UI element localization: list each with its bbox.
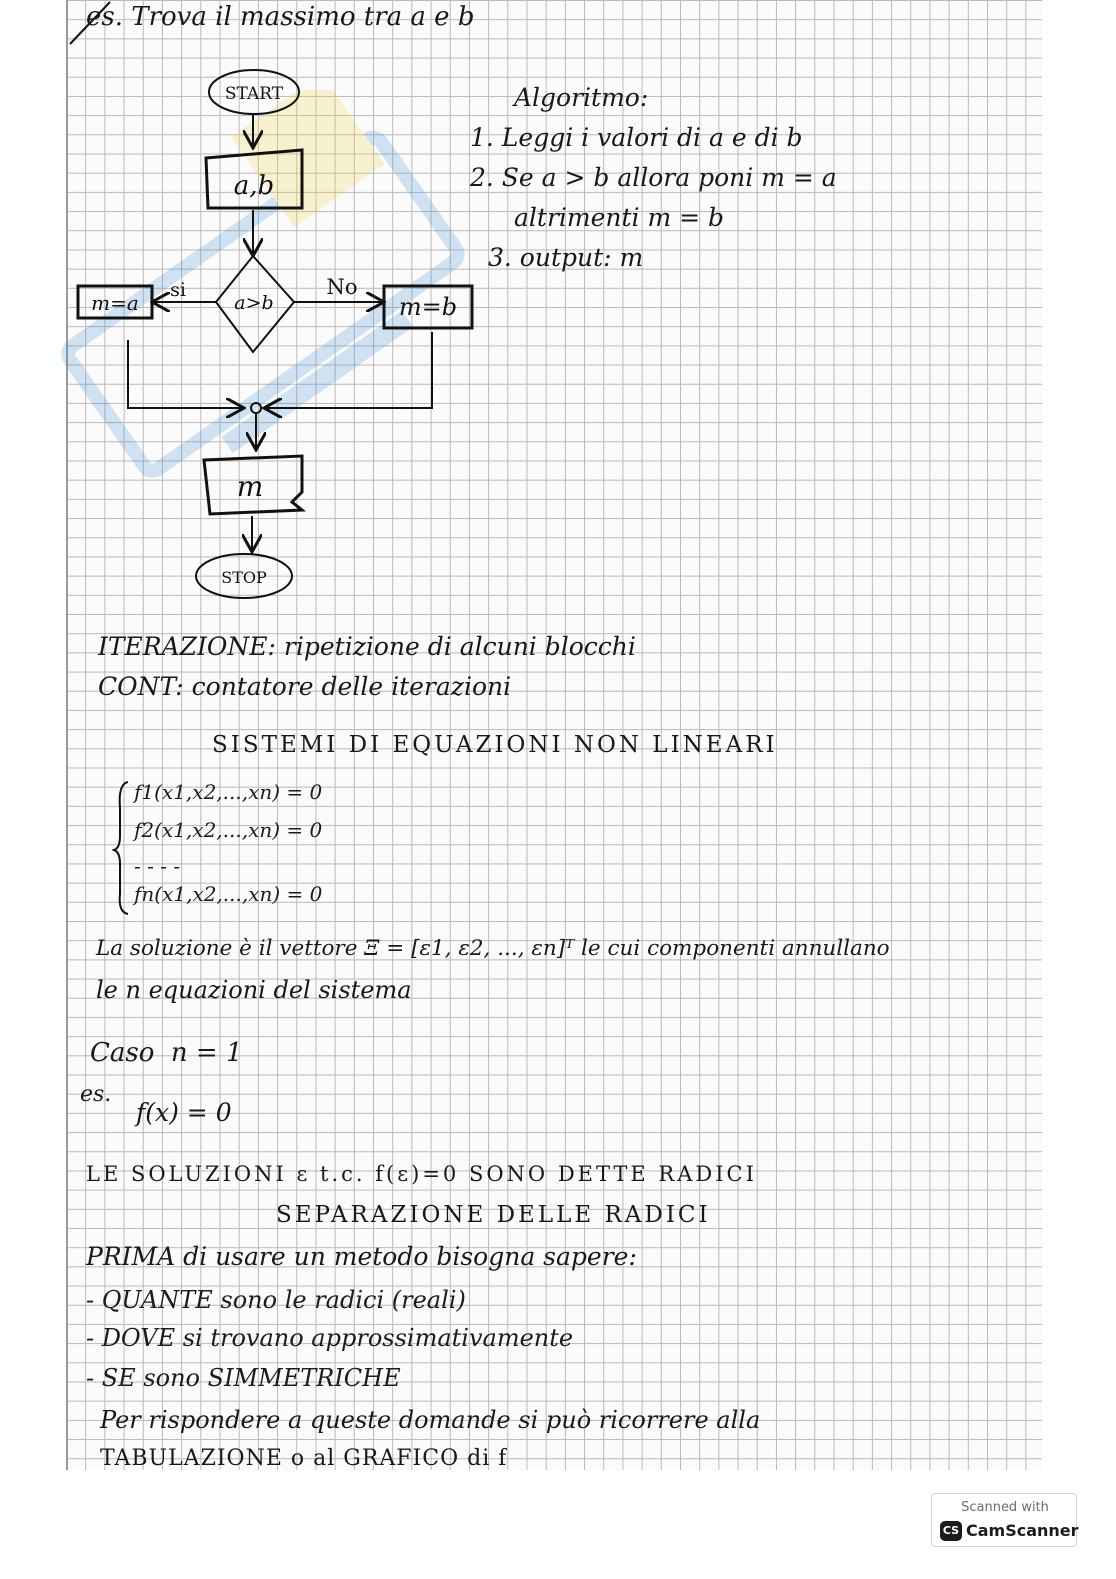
- system-brace: [112, 778, 132, 918]
- flowchart-output-node: [204, 456, 302, 514]
- case-label: Caso n = 1: [90, 1038, 243, 1068]
- flowchart-diagram: [70, 50, 490, 610]
- page-header: es. Trova il massimo tra a e b: [86, 2, 475, 32]
- section-title-separazione: SEPARAZIONE DELLE RADICI: [276, 1202, 711, 1228]
- list-item: - SE sono SIMMETRICHE: [86, 1364, 401, 1392]
- roots-definition: LE SOLUZIONI ε t.c. f(ε)=0 SONO DETTE RADICI: [86, 1162, 757, 1186]
- camscanner-logo-icon: CS: [940, 1521, 962, 1541]
- system-equation: - - - -: [134, 854, 181, 878]
- list-item: - QUANTE sono le radici (reali): [86, 1286, 466, 1314]
- flowchart-decision-node: [216, 256, 294, 352]
- flowchart-yes-label: si: [170, 279, 186, 301]
- flowchart-start-node: [209, 70, 299, 114]
- algorithm-block: [470, 78, 837, 278]
- final-line: TABULAZIONE o al GRAFICO di f: [100, 1446, 508, 1470]
- definition-cont: CONT: contatore delle iterazioni: [98, 672, 512, 701]
- algorithm-title: Algoritmo:: [514, 83, 649, 112]
- example-equation: f(x) = 0: [136, 1098, 232, 1127]
- badge-caption: Scanned with: [961, 1500, 1049, 1515]
- flowchart-stop-node: [196, 554, 292, 598]
- flowchart-no-action-label: m=b: [398, 293, 458, 321]
- equation-system: [112, 778, 412, 918]
- flowchart-merge-line-right: [266, 332, 432, 408]
- flowchart-start-label: START: [224, 84, 284, 104]
- system-equation: f1(x1,x2,...,xn) = 0: [134, 780, 323, 804]
- system-equation: f2(x1,x2,...,xn) = 0: [134, 818, 323, 842]
- flowchart-output-label: m: [236, 470, 264, 503]
- flowchart-no-label: No: [326, 275, 358, 299]
- algorithm-step: 2. Se a > b allora poni m = a: [470, 163, 837, 192]
- flowchart-input-label: a,b: [233, 171, 275, 201]
- prima-line: PRIMA di usare un metodo bisogna sapere:: [86, 1242, 637, 1271]
- flowchart-yes-action-label: m=a: [91, 291, 139, 315]
- flowchart-merge-point: [251, 403, 261, 413]
- list-item: - DOVE si trovano approssimativamente: [86, 1324, 574, 1352]
- final-line: Per rispondere a queste domande si può ricorrere alla: [100, 1406, 761, 1434]
- flowchart-stop-label: STOP: [221, 568, 267, 587]
- flowchart-merge-line-left: [128, 340, 242, 408]
- flowchart-input-node: [206, 150, 302, 208]
- example-label: es.: [80, 1082, 112, 1107]
- system-equation: fn(x1,x2,...,xn) = 0: [134, 882, 323, 906]
- flowchart-yes-action-node: [78, 286, 152, 318]
- camscanner-badge: [931, 1493, 1077, 1547]
- badge-brand-name: CamScanner: [966, 1521, 1079, 1540]
- section-title-sistemi: SISTEMI DI EQUAZIONI NON LINEARI: [212, 732, 778, 758]
- flowchart-no-action-node: [384, 286, 472, 328]
- definition-iterazione: ITERAZIONE: ripetizione di alcuni blocchi: [98, 632, 636, 661]
- algorithm-step: altrimenti m = b: [514, 203, 725, 232]
- solution-line: La soluzione è il vettore Ξ = [ε1, ε2, ..., εn]ᵀ le cui componenti annullano: [96, 936, 890, 961]
- solution-line: le n equazioni del sistema: [96, 976, 412, 1004]
- algorithm-step: 1. Leggi i valori di a e di b: [470, 123, 803, 152]
- flowchart-decision-label: a>b: [234, 292, 274, 314]
- algorithm-step: 3. output: m: [488, 243, 644, 272]
